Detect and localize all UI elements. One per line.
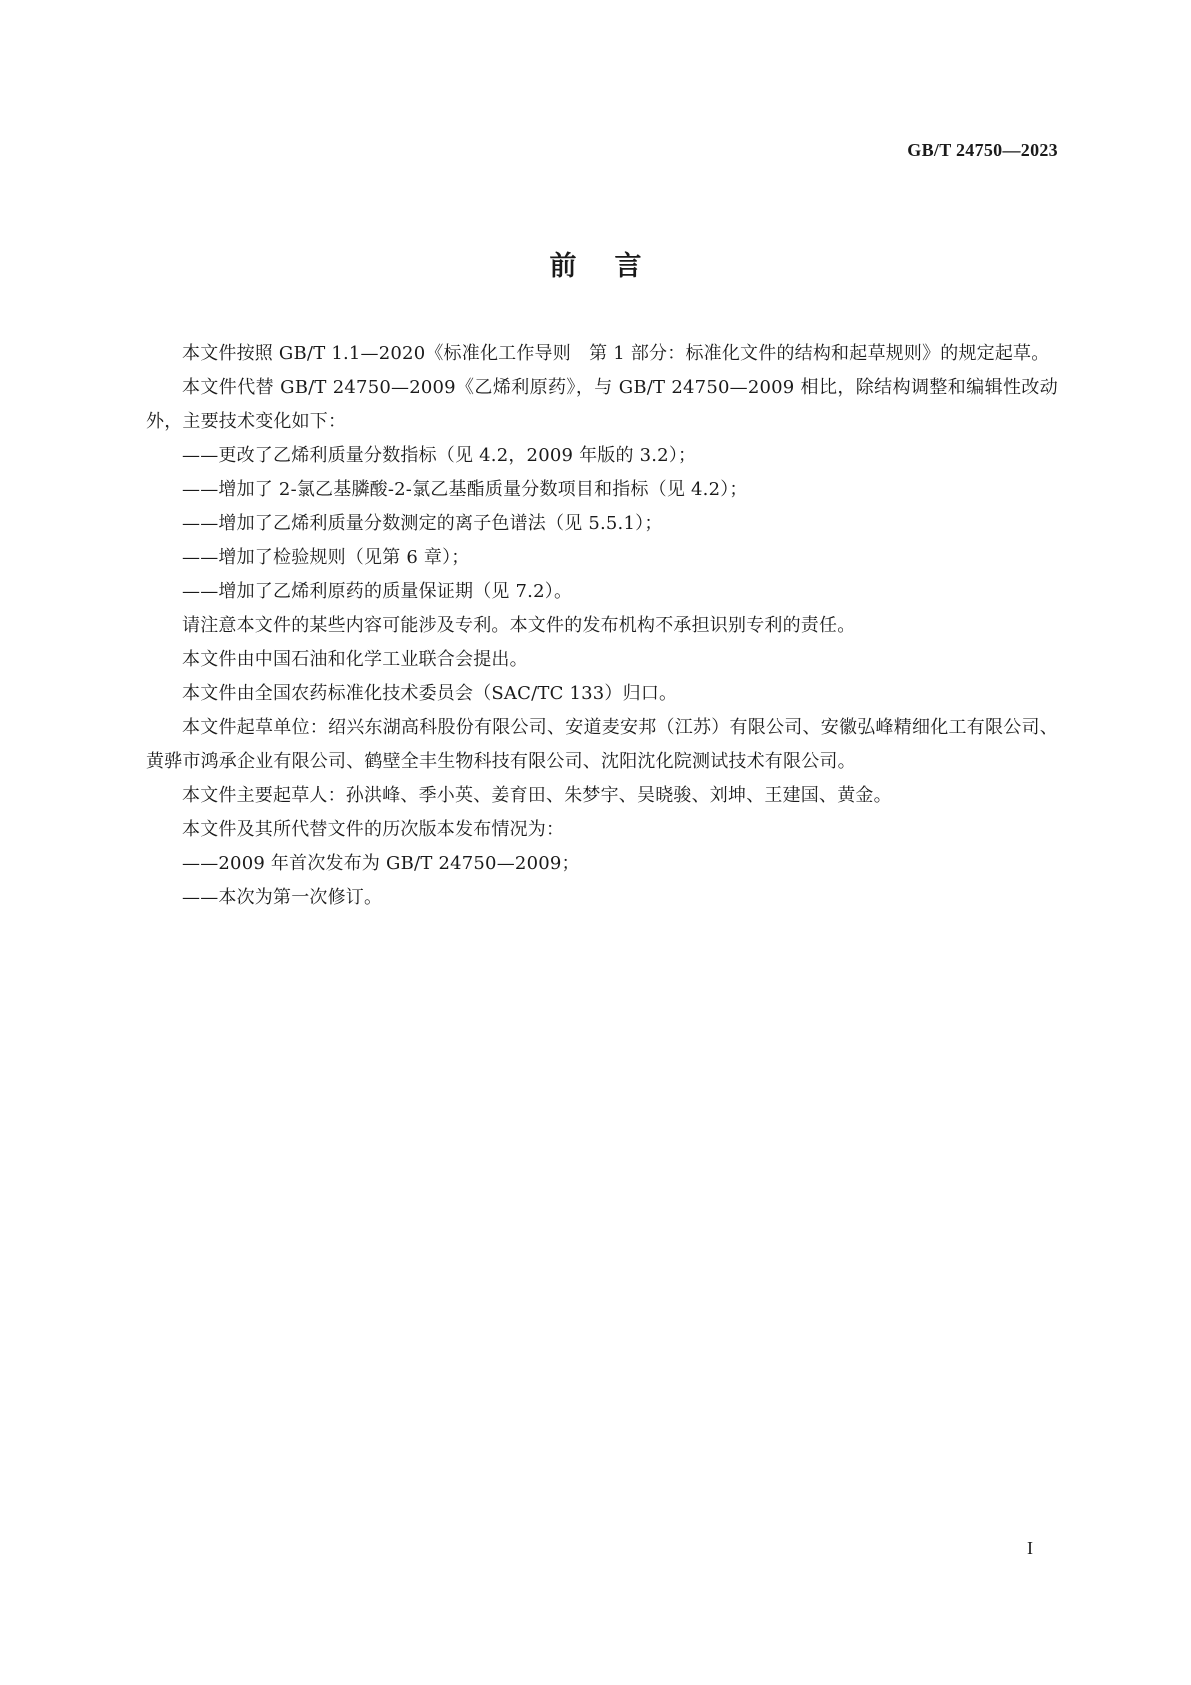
paragraph-drafting-units: 本文件起草单位：绍兴东湖高科股份有限公司、安道麦安邦（江苏）有限公司、安徽弘峰精细化工有限公司、黄骅市鸿承企业有限公司、鹤壁全丰生物科技有限公司、沈阳沈化院测试技术有限公司。 [146,717,1058,772]
standard-code: GB/T 24750—2023 [907,140,1058,160]
list-item-change-2: ——增加了 2-氯乙基膦酸-2-氯乙基酯质量分数项目和指标（见 4.2）； [182,479,748,500]
paragraph-drafting-basis: 本文件按照 GB/T 1.1—2020《标准化工作导则 第 1 部分：标准化文件的结构和起草规则》的规定起草。 [182,343,1050,364]
paragraph-patent-notice: 请注意本文件的某些内容可能涉及专利。本文件的发布机构不承担识别专利的责任。 [182,615,856,636]
list-item-version-2: ——本次为第一次修订。 [182,887,383,908]
paragraph-version-history: 本文件及其所代替文件的历次版本发布情况为： [182,819,565,840]
paragraph-replacement: 本文件代替 GB/T 24750—2009《乙烯利原药》，与 GB/T 24750—2009 相比，除结构调整和编辑性改动外，主要技术变化如下： [146,377,1058,432]
paragraph-proposer: 本文件由中国石油和化学工业联合会提出。 [182,649,528,670]
paragraph-administrator: 本文件由全国农药标准化技术委员会（SAC/TC 133）归口。 [182,683,678,704]
page-title: 前言 [549,251,680,282]
page-number: I [1027,1538,1033,1558]
paragraph-drafters: 本文件主要起草人：孙洪峰、季小英、姜育田、朱梦宇、吴晓骏、刘坤、王建国、黄金。 [182,785,892,806]
list-item-change-1: ——更改了乙烯利质量分数指标（见 4.2，2009 年版的 3.2）； [182,445,697,466]
foreword-body [146,337,1058,915]
list-item-change-4: ——增加了检验规则（见第 6 章）； [182,547,470,568]
list-item-version-1: ——2009 年首次发布为 GB/T 24750—2009； [182,853,580,874]
list-item-change-5: ——增加了乙烯利原药的质量保证期（见 7.2）。 [182,581,573,602]
list-item-change-3: ——增加了乙烯利质量分数测定的离子色谱法（见 5.5.1）； [182,513,663,534]
